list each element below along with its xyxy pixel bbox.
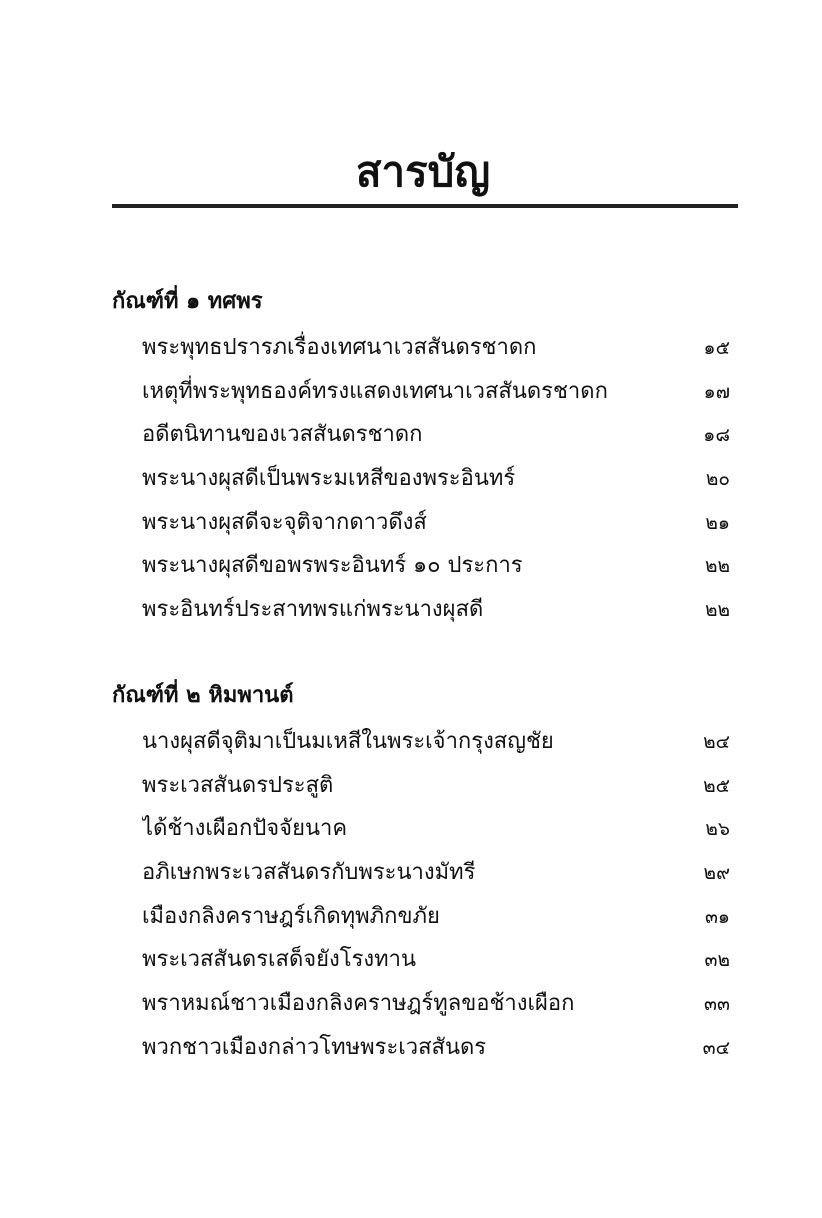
- toc-entry: [112, 588, 730, 632]
- toc-entry: [112, 1026, 730, 1070]
- entry-title: พระเวสสันดรเสด็จยังโรงทาน: [142, 947, 417, 973]
- toc-list: [112, 326, 730, 632]
- entry-page-number: ๓๒: [704, 949, 730, 972]
- entry-page-number: ๓๑: [704, 905, 730, 928]
- entry-title: พระพุทธปรารภเรื่องเทศนาเวสสันดรชาดก: [142, 335, 537, 360]
- toc-entry: [112, 413, 730, 457]
- entry-page-number: ๒๕: [703, 774, 730, 797]
- toc-entry: [112, 895, 730, 939]
- entry-title: พระนางผุสดีจะจุติจากดาวดึงส์: [142, 509, 427, 535]
- toc-entry: [112, 544, 730, 588]
- toc-entry: [112, 938, 730, 982]
- entry-title: นางผุสดีจุติมาเป็นมเหสีในพระเจ้ากรุงสญชัย: [142, 729, 554, 754]
- toc-entry: [112, 720, 730, 764]
- section-1: [112, 282, 730, 632]
- section-2: [112, 676, 730, 1070]
- entry-page-number: ๒๔: [703, 731, 730, 753]
- entry-page-number: ๑๕: [703, 337, 730, 359]
- toc-list: [112, 720, 730, 1070]
- toc-entry: [112, 982, 730, 1026]
- entry-page-number: ๒๑: [705, 511, 730, 534]
- toc-entry: [112, 764, 730, 808]
- entry-page-number: ๑๗: [703, 380, 730, 403]
- entry-page-number: ๑๘: [703, 424, 730, 447]
- entry-page-number: ๒๙: [703, 862, 730, 885]
- entry-title: เมืองกลิงคราษฎร์เกิดทุพภิกขภัย: [142, 903, 440, 929]
- entry-page-number: ๒๒: [704, 555, 730, 578]
- entry-title: พวกชาวเมืองกล่าวโทษพระเวสสันดร: [142, 1034, 487, 1060]
- toc-entry: [112, 457, 730, 501]
- entry-title: ได้ช้างเผือกปัจจัยนาค: [142, 816, 348, 842]
- entry-title: พระนางผุสดีขอพรพระอินทร์ ๑๐ ประการ: [142, 553, 523, 579]
- page-title: สารบัญ: [355, 147, 491, 196]
- entry-title: อดีตนิทานของเวสสันดรชาดก: [142, 422, 423, 448]
- toc-entry: [112, 370, 730, 414]
- toc-entry: [112, 851, 730, 895]
- section-heading: กัณฑ์ที่ ๒ หิมพานต์: [112, 683, 294, 708]
- entry-page-number: ๒๖: [705, 818, 730, 841]
- entry-title: เหตุที่พระพุทธองค์ทรงแสดงเทศนาเวสสันดรชาดก: [142, 378, 608, 404]
- toc-entry: [112, 326, 730, 370]
- toc-entry: [112, 501, 730, 545]
- entry-page-number: ๒๒: [704, 599, 730, 622]
- entry-title: พระอินทร์ประสาทพรแก่พระนางผุสดี: [142, 597, 484, 623]
- entry-page-number: ๓๔: [702, 1036, 730, 1059]
- entry-title: พระเวสสันดรประสูติ: [142, 772, 334, 798]
- entry-title: พราหมณ์ชาวเมืองกลิงคราษฎร์ทูลขอช้างเผือก: [142, 991, 575, 1017]
- entry-title: อภิเษกพระเวสสันดรกับพระนางมัทรี: [142, 860, 476, 886]
- section-heading: กัณฑ์ที่ ๑ ทศพร: [112, 289, 263, 314]
- toc-entry: [112, 807, 730, 851]
- entry-page-number: ๒๐: [705, 468, 730, 491]
- entry-page-number: ๓๓: [704, 993, 730, 1016]
- title-rule: [112, 204, 738, 208]
- entry-title: พระนางผุสดีเป็นพระมเหสีของพระอินทร์: [142, 466, 516, 492]
